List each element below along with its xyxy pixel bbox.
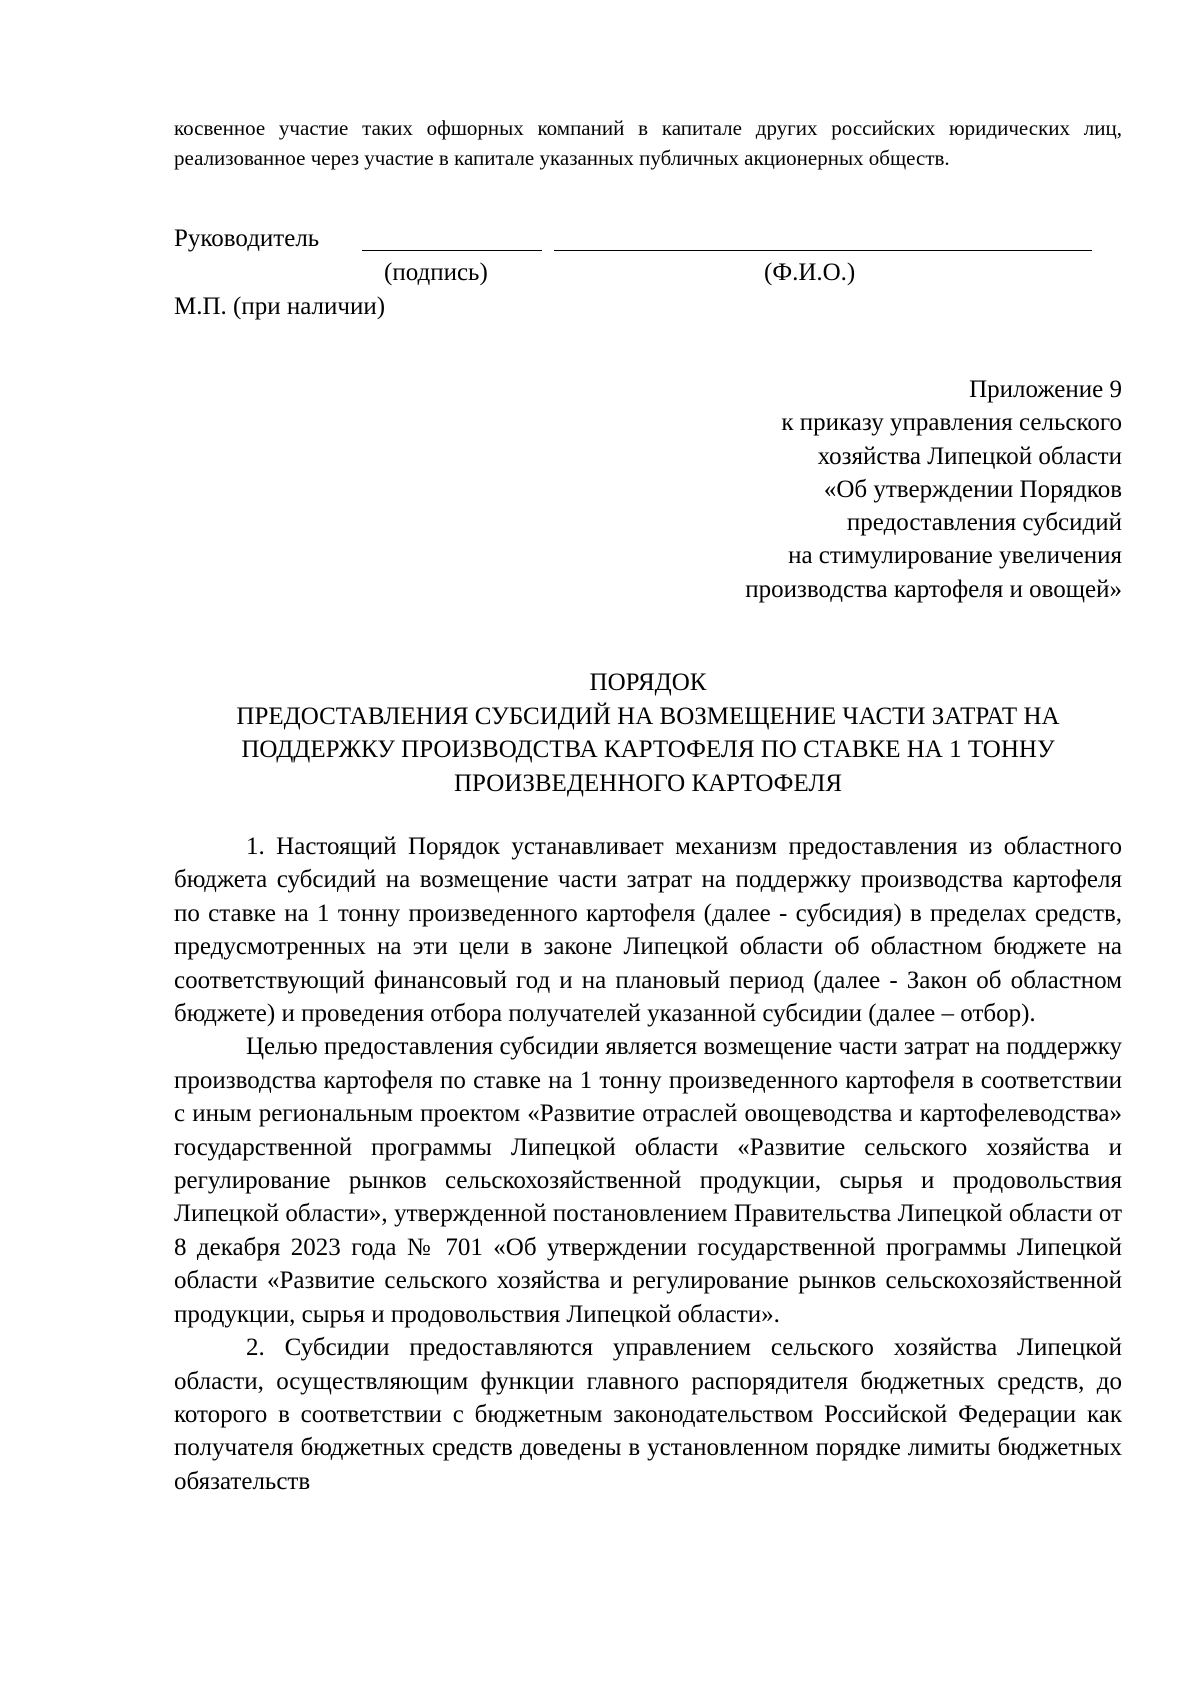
appendix-line: Приложение 9 [969,376,1122,403]
appendix-line: производства картофеля и овощей» [745,575,1122,603]
signature-line [362,250,542,251]
title-line: ПОДДЕРЖКУ ПРОИЗВОДСТВА КАРТОФЕЛЯ ПО СТАВКЕ НА 1 ТОННУ [241,736,1055,763]
paragraph-goal: Целью предоставления субсидии является возмещение части затрат на поддержку производства картофеля по ставке на 1 тонну произведенного картофеля в соответствии с иным региональным проектом «Развитие отраслей овощеводства и картофелеводства» государственной программы Липецкой области «Развитие сельского хозяйства и регулирование рынков сельскохозяйственной продукции, сырья и продовольствия Липецкой области», утвержденной постановлением Правительства Липецкой области от 8 декабря 2023 года № 701 «Об утверждении государственной программы Липецкой области «Развитие сельского хозяйства и регулирование рынков сельскохозяйственной продукции, сырья и продовольствия Липецкой области». [174,1033,1122,1328]
title-line: ПОРЯДОК [589,669,707,696]
title-line: ПРОИЗВЕДЕННОГО КАРТОФЕЛЯ [453,769,843,797]
document-title [174,666,1122,800]
appendix-line: предоставления субсидий [846,509,1122,537]
appendix-line: к приказу управления сельского [781,409,1122,437]
appendix-line: «Об утверждении Порядков [823,475,1122,503]
seal-note: М.П. (при наличии) [174,293,386,320]
appendix-header [560,373,1122,606]
appendix-line: на стимулирование увеличения [788,542,1122,570]
signature-caption: (подпись) [384,259,488,286]
appendix-line: хозяйства Липецкой области [817,442,1122,470]
name-line [554,250,1092,251]
name-caption: (Ф.И.О.) [764,259,856,286]
document-body [174,830,1122,1498]
paragraph-1: 1. Настоящий Порядок устанавливает механизм предоставления из областного бюджета субсидий на возмещение части затрат на поддержку производства картофеля по ставке на 1 тонну произведенного картофеля (далее - субсидия) в пределах средств, предусмотренных на эти цели в законе Липецкой области об областном бюджете на соответствующий финансовый год и на плановый период (далее - Закон об областном бюджете) и проведения отбора получателей указанной субсидии (далее – отбор). [174,833,1122,1028]
continuation-text: косвенное участие таких офшорных компаний в капитале других российских юридических лиц, реализованное через участие в капитале указанных публичных акционерных обществ. [174,116,1122,170]
paragraph-2: 2. Субсидии предоставляются управлением сельского хозяйства Липецкой области, осуществляющим функции главного распорядителя бюджетных средств, до которого в соответствии с бюджетным законодательством Российской Федерации как получателя бюджетных средств доведены в установленном порядке лимиты бюджетных обязательств [174,1334,1122,1495]
signature-role: Руководитель [174,225,320,252]
signature-block [174,222,1122,324]
title-line: ПРЕДОСТАВЛЕНИЯ СУБСИДИЙ НА ВОЗМЕЩЕНИЕ ЧАСТИ ЗАТРАТ НА [236,702,1060,730]
